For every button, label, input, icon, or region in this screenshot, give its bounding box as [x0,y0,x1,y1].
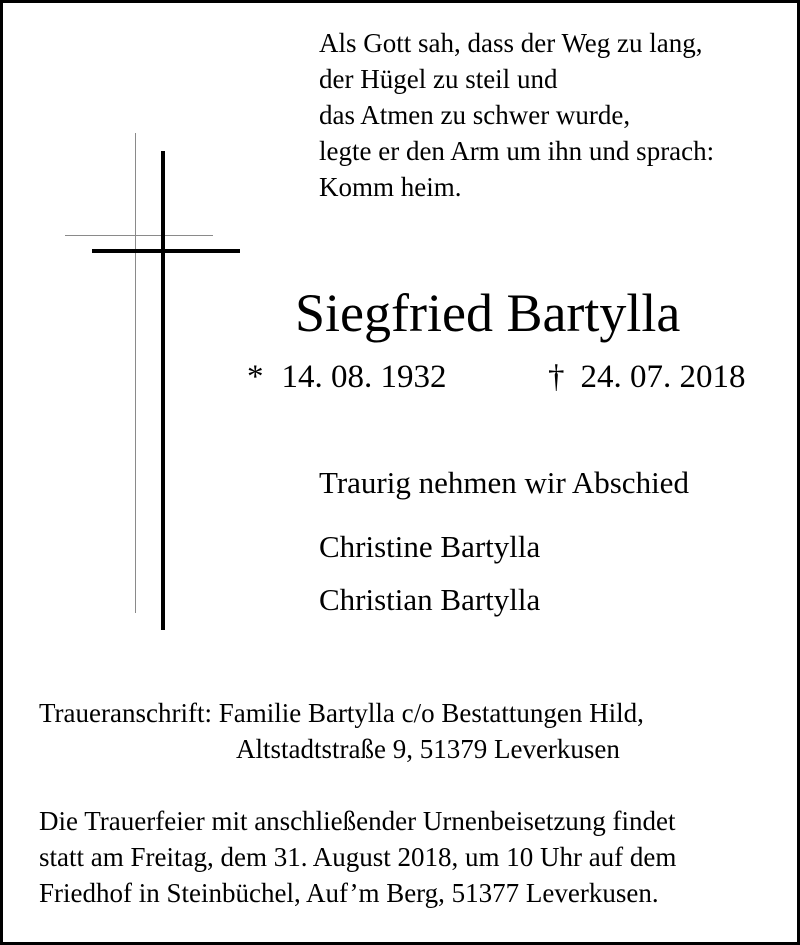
ceremony-line: Friedhof in Steinbüchel, Auf’m Berg, 51377 Leverkusen. [39,878,659,908]
poem-line: legte er den Arm um ihn und sprach: [319,136,715,166]
poem-line: Komm heim. [319,172,462,202]
address-line: Traueranschrift: Familie Bartylla c/o Bestattungen Hild, [39,698,644,728]
mourners-title: Traurig nehmen wir Abschied [319,465,689,500]
birth-symbol: * [247,359,264,395]
poem [319,25,714,205]
death-date-block [548,355,746,399]
address-line: Altstadtstraße 9, 51379 Leverkusen [236,734,620,764]
death-date: 24. 07. 2018 [580,359,746,395]
death-symbol: † [548,359,565,395]
ceremony-line: statt am Freitag, dem 31. August 2018, um 10 Uhr auf dem [39,842,677,872]
poem-line: Als Gott sah, dass der Weg zu lang, [319,28,703,58]
deceased-name: Siegfried Bartylla [295,283,681,343]
cross-icon-horizontal [92,249,240,253]
birth-date: 14. 08. 1932 [281,359,447,395]
cross-icon-thin-horizontal [65,235,213,236]
cross-icon-thin-vertical [135,133,136,613]
mourning-address [39,695,644,767]
ceremony-notice [39,803,676,911]
mourner-name: Christine Bartylla [319,529,541,564]
poem-line: das Atmen zu schwer wurde, [319,100,631,130]
mourner-name: Christian Bartylla [319,582,541,617]
poem-line: der Hügel zu steil und [319,64,558,94]
ceremony-line: Die Trauerfeier mit anschließender Urnenbeisetzung findet [39,806,676,836]
birth-date-block [247,355,447,399]
cross-icon-vertical [161,151,165,630]
